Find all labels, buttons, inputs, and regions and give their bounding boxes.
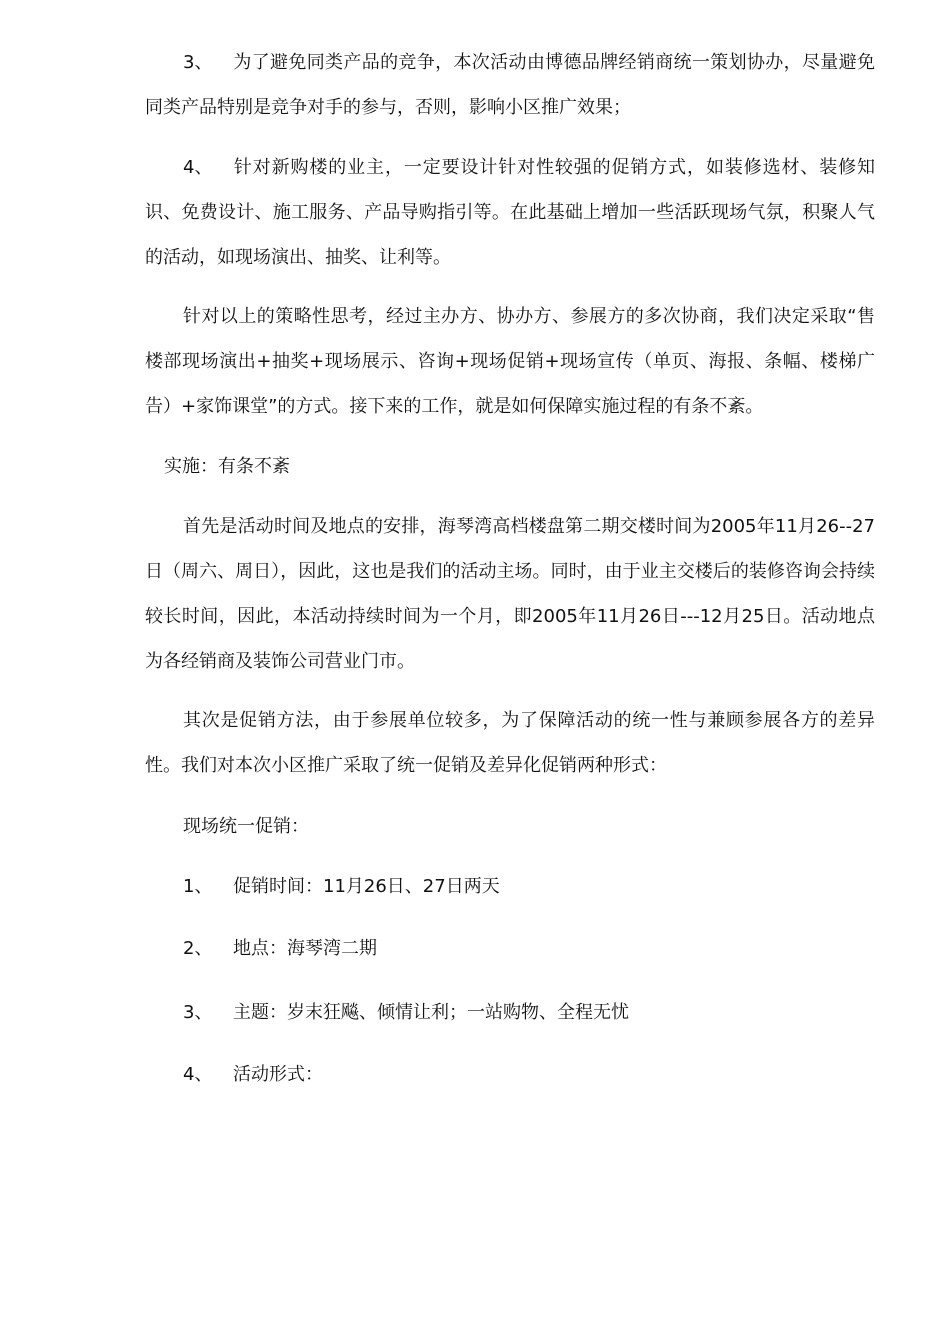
list-number: 4、 [183,1064,213,1085]
list-text: 促销时间：11月26日、27日两天 [233,876,500,897]
paragraph-strategy: 针对以上的策略性思考，经过主办方、协办方、参展方的多次协商，我们决定采取“售楼部现场演出+抽奖+现场展示、咨询+现场促销+现场宣传（单页、海报、条幅、楼梯广告）+家饰课堂”的方式。接下来的工作，就是如何保障实施过程的有条不紊。 [145,306,875,417]
list-item-3 [145,40,875,130]
list-number: 3、 [183,52,213,73]
list-text: 活动形式： [233,1064,323,1085]
onsite-item-3 [183,990,875,1035]
paragraph-method: 其次是促销方法，由于参展单位较多，为了保障活动的统一性与兼顾参展各方的差异性。我们对本次小区推广采取了统一促销及差异化促销两种形式： [145,710,875,776]
onsite-item-1 [183,864,875,909]
onsite-item-2 [183,926,875,971]
list-text: 地点：海琴湾二期 [233,938,377,959]
list-number: 1、 [183,876,213,897]
paragraph-time: 首先是活动时间及地点的安排，海琴湾高档楼盘第二期交楼时间为2005年11月26--27日（周六、周日），因此，这也是我们的活动主场。同时，由于业主交楼后的装修咨询会持续较长时间，因此，本活动持续时间为一个月，即2005年11月26日---12月25日。活动地点为各经销商及装饰公司营业门市。 [145,516,875,672]
list-number: 3、 [183,1002,213,1023]
list-number: 2、 [183,938,213,959]
list-text: 主题：岁末狂飚、倾情让利；一站购物、全程无忧 [233,1002,629,1023]
list-text: 针对新购楼的业主，一定要设计针对性较强的促销方式，如装修选材、装修知识、免费设计、施工服务、产品导购指引等。在此基础上增加一些活跃现场气氛，积聚人气的活动，如现场演出、抽奖、让利等。 [145,157,875,268]
list-number: 4、 [183,157,213,178]
list-item-4 [145,145,875,280]
paragraph-onsite: 现场统一促销： [183,816,309,837]
section-heading: 实施：有条不紊 [164,456,290,477]
list-text: 为了避免同类产品的竞争，本次活动由博德品牌经销商统一策划协办，尽量避免同类产品特别是竞争对手的参与，否则，影响小区推广效果； [145,52,875,118]
onsite-item-4 [183,1052,875,1097]
